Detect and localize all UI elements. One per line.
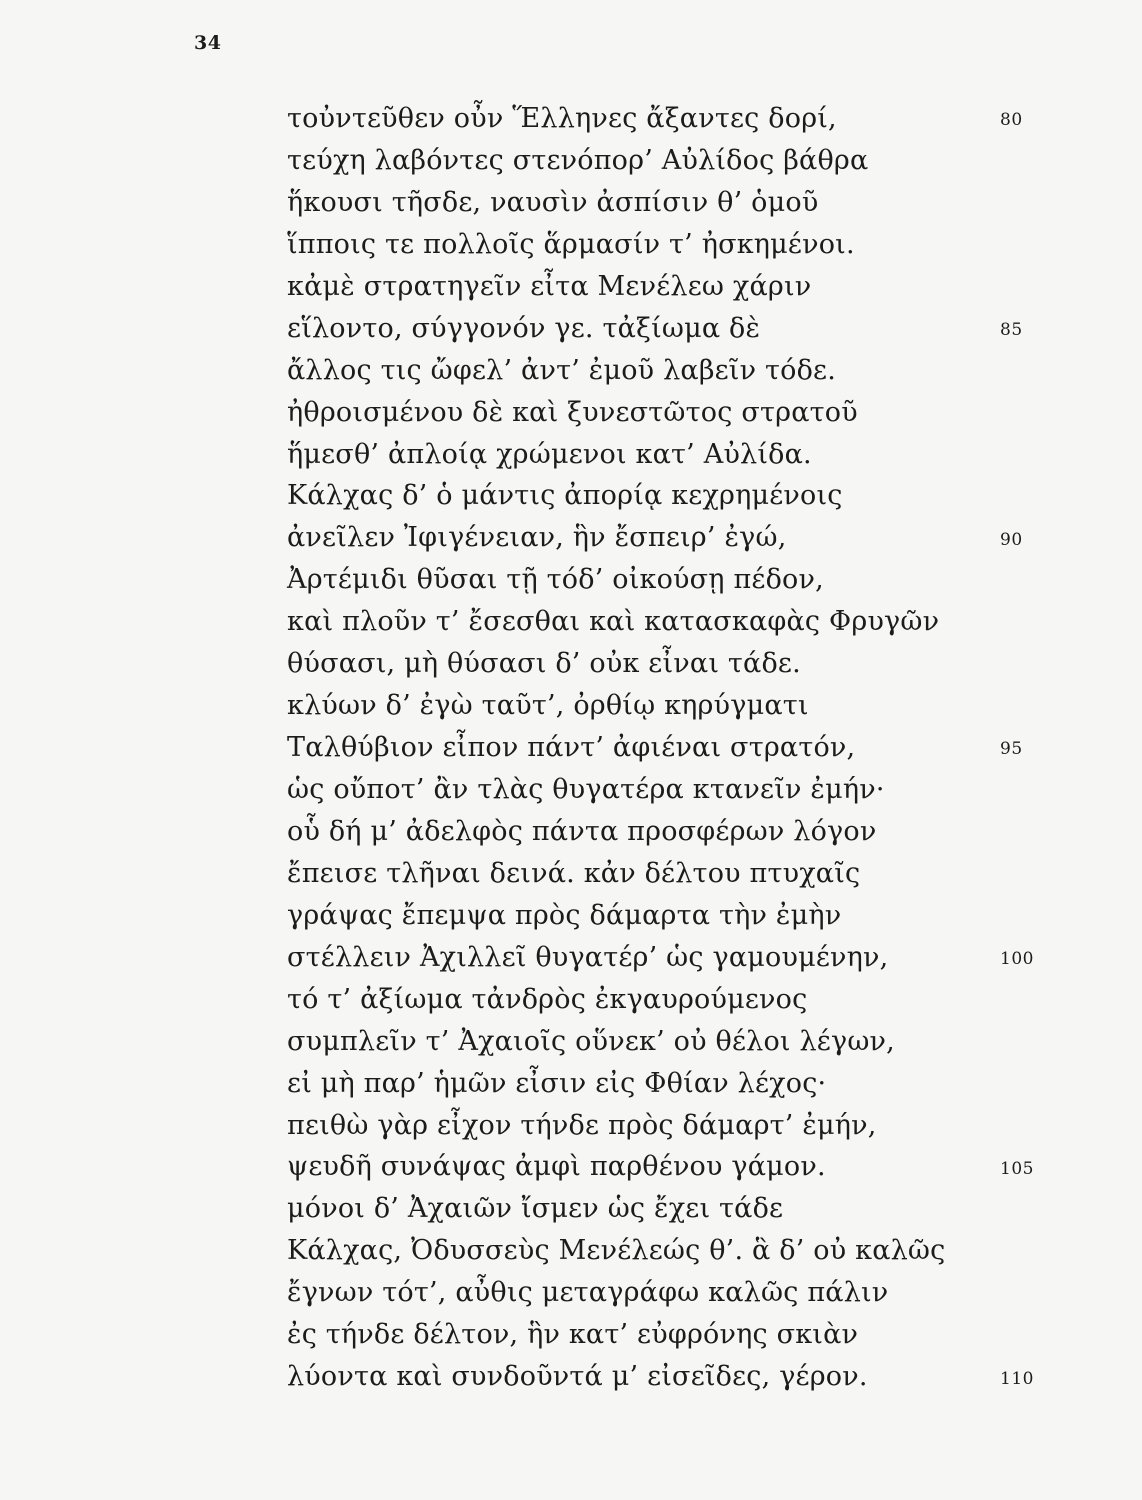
verse-line: εἰ μὴ παρ’ ἡμῶν εἶσιν εἰς Φθίαν λέχος· [287, 1067, 827, 1099]
verse-block [287, 98, 987, 1398]
verse-line: κλύων δ’ ἐγὼ ταῦτ’, ὀρθίῳ κηρύγματι [287, 690, 809, 722]
line-number: 90 [1000, 529, 1023, 550]
verse-line: τό τ’ ἀξίωμα τἀνδρὸς ἐκγαυρούμενος [287, 983, 808, 1015]
verse-line: ἔγνων τότ’, αὖθις μεταγράφω καλῶς πάλιν [287, 1277, 889, 1309]
line-number: 95 [1000, 739, 1023, 760]
verse-line: ἄλλος τις ὤφελ’ ἀντ’ ἐμοῦ λαβεῖν τόδε. [287, 354, 837, 386]
verse-line: Κάλχας δ’ ὁ μάντις ἀπορίᾳ κεχρημένοις [287, 480, 843, 512]
verse-line: καὶ πλοῦν τ’ ἔσεσθαι καὶ κατασκαφὰς Φρυγῶν [287, 606, 940, 638]
line-number: 85 [1000, 319, 1023, 340]
verse-line: τεύχη λαβόντες στενόπορ’ Αὐλίδος βάθρα [287, 144, 869, 176]
verse-line: τοὐντεῦθεν οὖν Ἕλληνες ἄξαντες δορί, [287, 103, 837, 134]
verse-line: ψευδῆ συνάψας ἀμφὶ παρθένου γάμον. [287, 1151, 826, 1183]
verse-line: συμπλεῖν τ’ Ἀχαιοῖς οὕνεκ’ οὐ θέλοι λέγων, [287, 1025, 895, 1057]
verse-line: πειθὼ γὰρ εἶχον τήνδε πρὸς δάμαρτ’ ἐμήν, [287, 1109, 877, 1141]
verse-line: ἵπποις τε πολλοῖς ἅρμασίν τ’ ἠσκημένοι. [287, 228, 855, 260]
verse-line: οὗ δή μ’ ἀδελφὸς πάντα προσφέρων λόγον [287, 815, 877, 847]
verse-line: κἀμὲ στρατηγεῖν εἶτα Μενέλεω χάριν [287, 270, 812, 302]
verse-line: γράψας ἔπεμψα πρὸς δάμαρτα τὴν ἐμὴν [287, 899, 842, 931]
verse-line: λύοντα καὶ συνδοῦντά μ’ εἰσεῖδες, γέρον. [287, 1361, 868, 1393]
verse-line: Ἀρτέμιδι θῦσαι τῇ τόδ’ οἰκούσῃ πέδον, [287, 564, 824, 596]
verse-line: Κάλχας, Ὀδυσσεὺς Μενέλεώς θ’. ἃ δ’ οὐ καλῶς [287, 1235, 946, 1267]
verse-line: ἥκουσι τῆσδε, ναυσὶν ἀσπίσιν θ’ ὁμοῦ [287, 186, 819, 218]
verse-line: θύσασι, μὴ θύσασι δ’ οὐκ εἶναι τάδε. [287, 648, 801, 680]
verse-line: ὡς οὔποτ’ ἂν τλὰς θυγατέρα κτανεῖν ἐμήν· [287, 774, 885, 805]
verse-line: εἵλοντο, σύγγονόν γε. τἀξίωμα δὲ [287, 312, 761, 344]
verse-line: ἀνεῖλεν Ἰφιγένειαν, ἣν ἔσπειρ’ ἐγώ, [287, 522, 787, 554]
verse-line: ἔπεισε τλῆναι δεινά. κἀν δέλτου πτυχαῖς [287, 857, 861, 889]
verse-line: στέλλειν Ἀχιλλεῖ θυγατέρ’ ὡς γαμουμένην, [287, 941, 889, 973]
verse-line: ἥμεσθ’ ἀπλοίᾳ χρώμενοι κατ’ Αὐλίδα. [287, 438, 812, 470]
verse-line: Ταλθύβιον εἶπον πάντ’ ἀφιέναι στρατόν, [287, 732, 856, 764]
line-number: 100 [1000, 949, 1034, 969]
verse-line: ἠθροισμένου δὲ καὶ ξυνεστῶτος στρατοῦ [287, 396, 858, 428]
verse-line: ἐς τήνδε δέλτον, ἣν κατ’ εὐφρόνης σκιὰν [287, 1319, 859, 1351]
verse-line: μόνοι δ’ Ἀχαιῶν ἴσμεν ὡς ἔχει τάδε [287, 1193, 784, 1225]
line-number: 105 [1000, 1158, 1034, 1179]
line-number: 80 [1000, 110, 1023, 130]
page-number: 34 [194, 32, 222, 54]
line-number: 110 [1000, 1368, 1034, 1389]
